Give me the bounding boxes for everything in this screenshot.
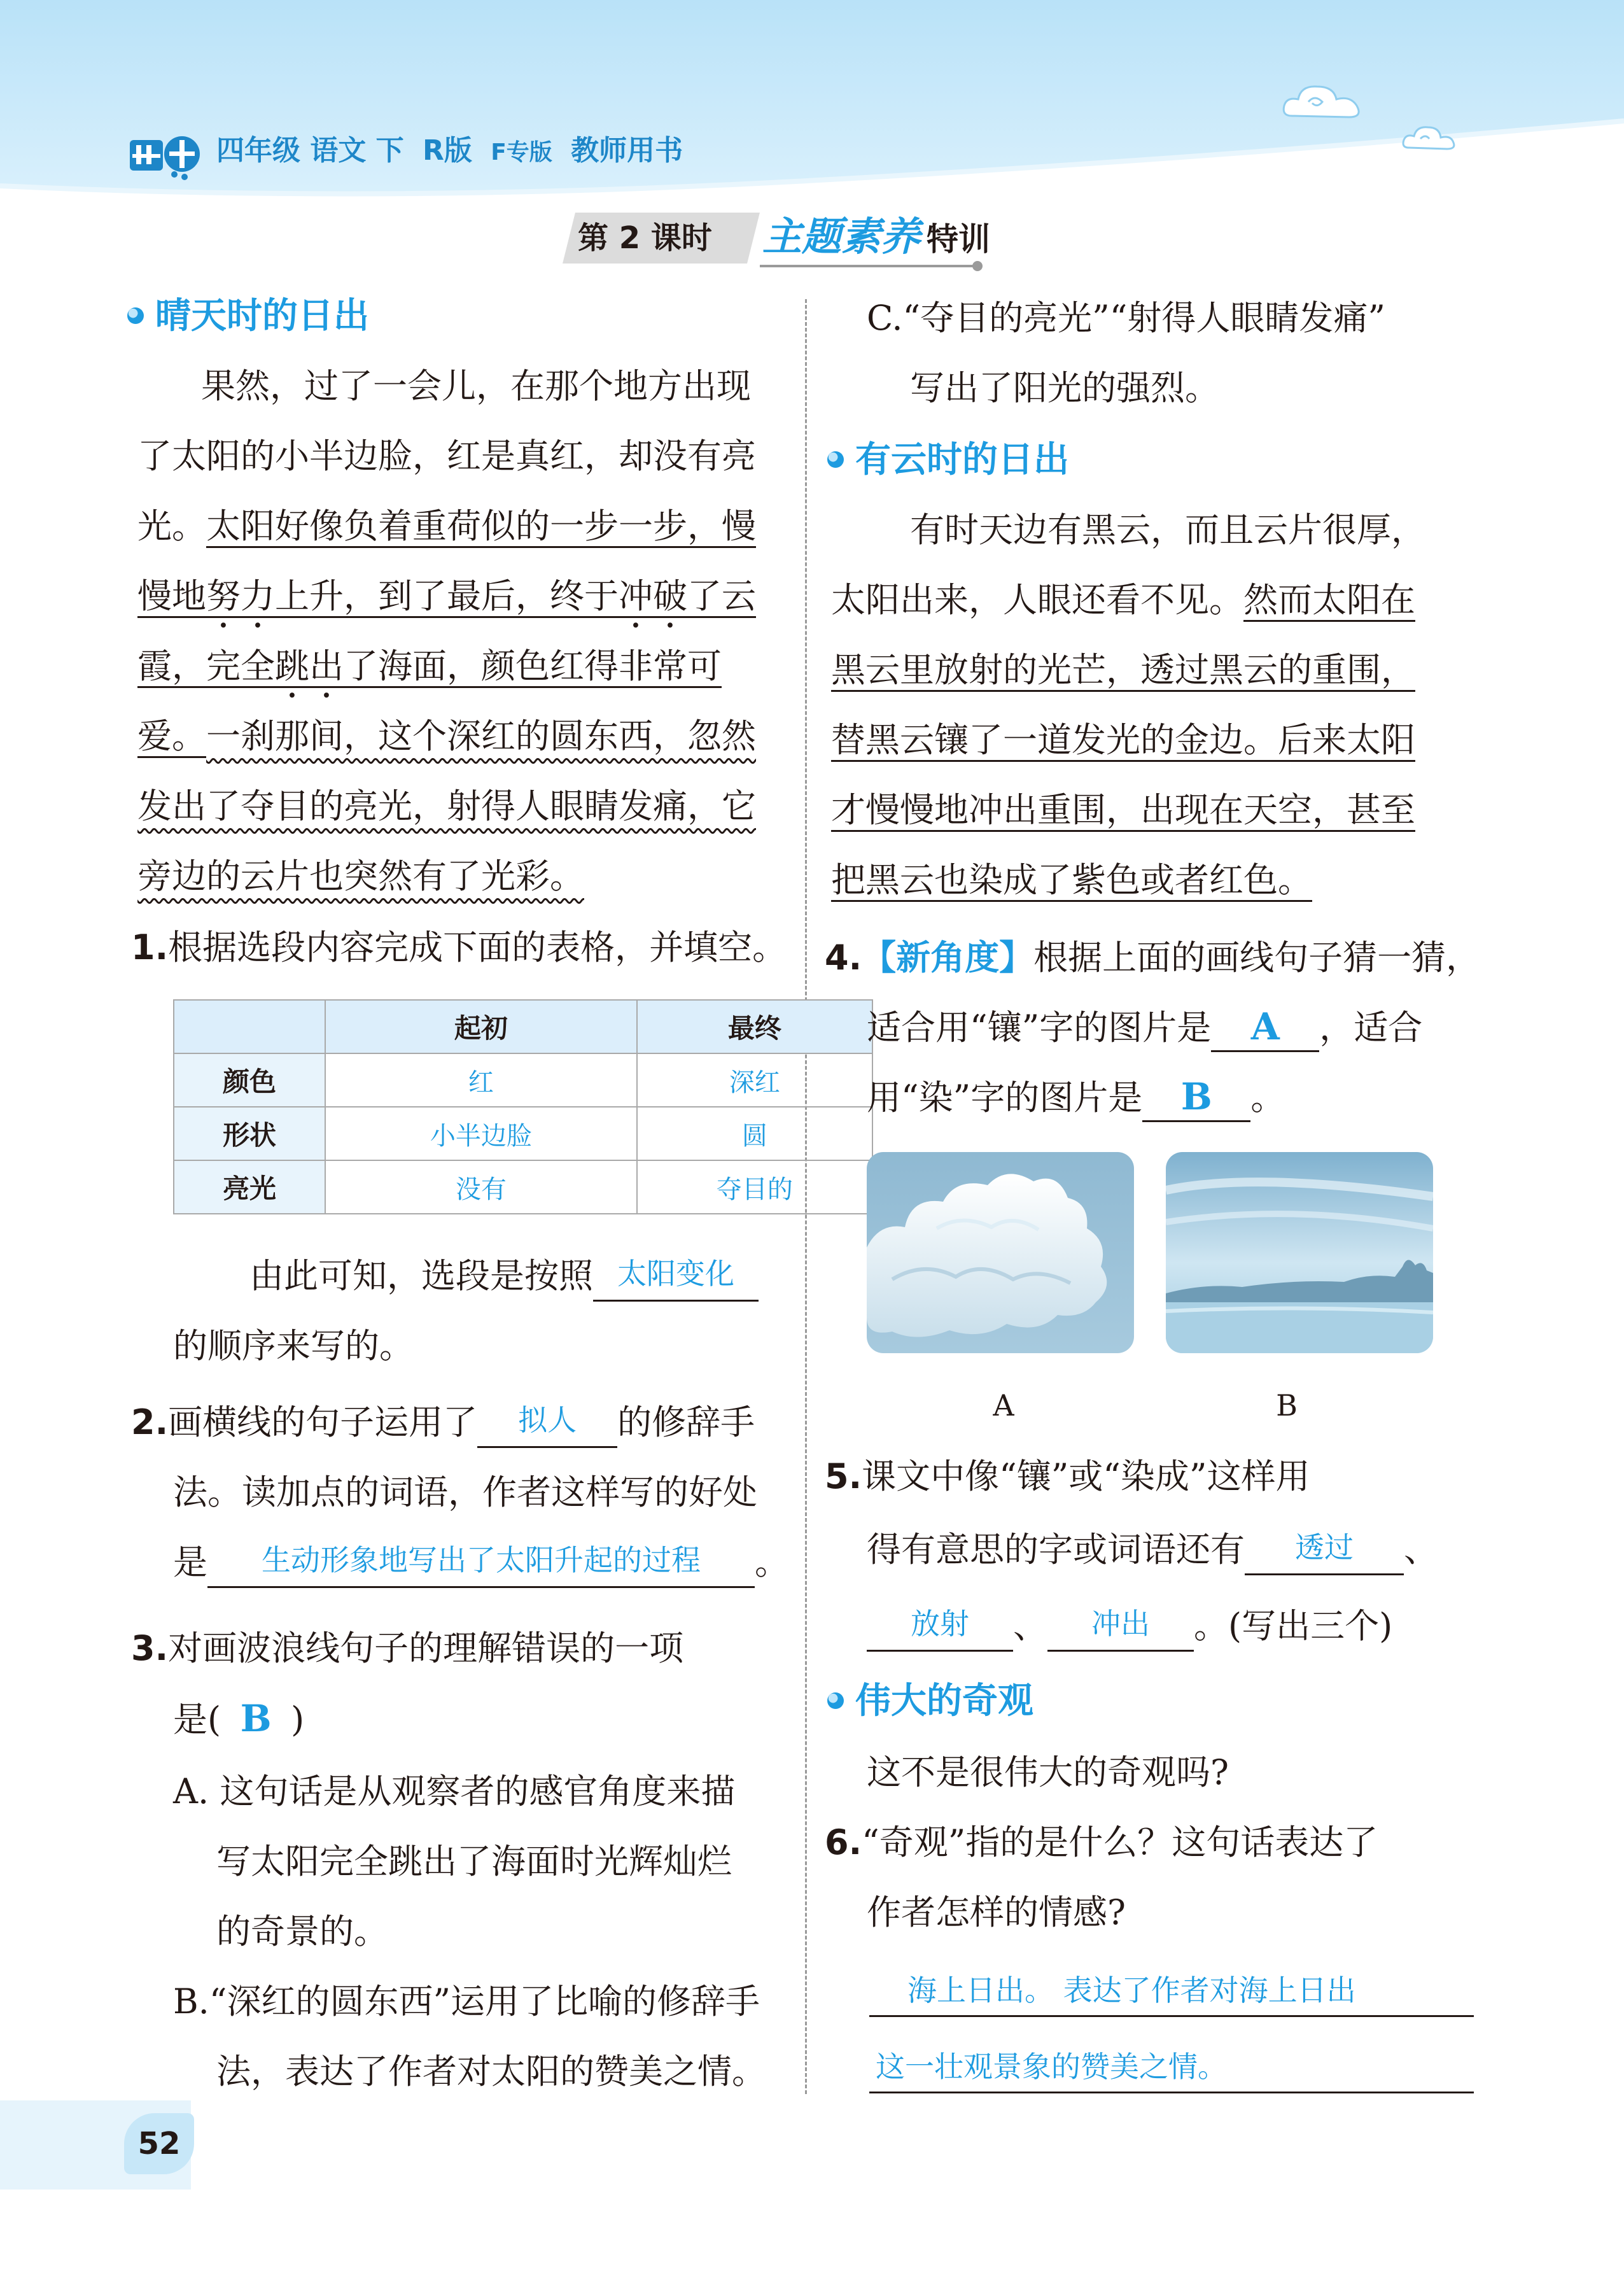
text-segment: 慢地 (137, 576, 206, 616)
q1-followup (249, 1248, 759, 1305)
answer-cell: 圆 (637, 1107, 872, 1160)
passage2-line (831, 782, 1415, 839)
answer-text: 冲出 (1091, 1607, 1150, 1641)
section-title: 有云时的日出 (855, 439, 1069, 481)
question-text: 适合用“镶”字的图片是 (867, 1008, 1212, 1048)
question-number: 1. (131, 927, 169, 967)
passage2-line (831, 572, 1415, 629)
option-b: B.“深红的圆东西”运用了比喻的修辞手 (173, 1981, 760, 2021)
question-2-line: 法。读加点的词语，作者这样写的好处 (173, 1472, 757, 1512)
underlined-sentence: 爱。 (137, 716, 206, 758)
question-5-line (867, 1598, 1392, 1655)
question-text: 用“染”字的图片是 (867, 1078, 1143, 1118)
question-text: 、 (1404, 1529, 1438, 1570)
dotted-word: 跳出 (275, 646, 344, 686)
section-title: 伟大的奇观 (855, 1680, 1033, 1722)
answer-cell: 没有 (325, 1160, 637, 1214)
wavy-sentence: 发出了夺目的亮光，射得人眼睛发痛，它 (137, 786, 756, 826)
option-a: 写太阳完全跳出了海面时光辉灿烂 (216, 1841, 732, 1881)
section-bullet-icon (827, 451, 844, 468)
question-text: 得有意思的字或词语还有 (867, 1529, 1245, 1570)
question-number: 4. (825, 938, 862, 978)
text-segment: 了海面，颜色红得非常可 (344, 646, 722, 686)
section-heading-sunny (127, 288, 369, 345)
question-text: ，适合 (1319, 1008, 1423, 1048)
question-1 (131, 919, 787, 976)
question-text: 是 (173, 1542, 207, 1582)
option-c: C.“夺目的亮光”“射得人眼睛发痛” (867, 298, 1385, 338)
answer-cell: 深红 (637, 1053, 872, 1107)
passage1-line (137, 778, 756, 835)
answer-text: B (240, 1697, 272, 1740)
question-text: 。(写出三个) (1194, 1606, 1393, 1646)
answer-blank (477, 1400, 617, 1448)
passage2-line (831, 712, 1415, 769)
answer-blank (593, 1254, 759, 1302)
section-bullet-icon (127, 307, 144, 324)
picture-b-label: B (1276, 1388, 1298, 1423)
option-c: 写出了阳光的强烈。 (910, 368, 1219, 408)
book-type: 教师用书 (571, 134, 683, 167)
question-text: 根据上面的画线句子猜一猜， (1033, 938, 1481, 978)
option-a: 的奇景的。 (216, 1911, 388, 1951)
question-4-line (867, 1069, 1285, 1127)
book-series-label (216, 131, 683, 171)
edition: R版 (422, 134, 472, 167)
answer-cell: 红 (325, 1053, 637, 1107)
text-segment: 霞，完全 (137, 646, 275, 686)
underlined-sentence: 替黑云镶了一道发光的金边。 (831, 720, 1278, 762)
row-label: 颜色 (174, 1053, 325, 1107)
row-label: 形状 (174, 1107, 325, 1160)
question-4 (825, 929, 1480, 987)
underlined-sentence: 才慢慢地冲出重围，出现在天空，甚至 (831, 790, 1415, 832)
passage1-line (137, 498, 756, 555)
underlined-sentence: 后来太阳 (1278, 720, 1415, 762)
cloud-icon (1400, 120, 1457, 155)
dotted-word: 冲破 (619, 576, 687, 616)
answer-text: 生动形象地写出了太阳升起的过程 (262, 1543, 701, 1577)
lesson-number: 第 2 课时 (578, 220, 712, 256)
topic-suffix: 特训 (927, 221, 991, 258)
wonder-sentence: 这不是很伟大的奇观吗? (867, 1752, 1229, 1792)
answer-blank (867, 1604, 1013, 1652)
question-text: 。 (755, 1542, 789, 1582)
section-heading-cloudy (827, 432, 1069, 489)
question-text: 由此可知，选段是按照 (249, 1256, 593, 1296)
answer-cell: 小半边脸 (325, 1107, 637, 1160)
passage2-line (831, 852, 1312, 909)
passage2-line: 有时天边有黑云，而且云片很厚， (910, 510, 1425, 550)
answer-text: A (1250, 1005, 1280, 1048)
table-row (174, 1053, 872, 1107)
picture-a-label: A (993, 1388, 1014, 1423)
question-text: 课文中像“镶”或“染成”这样用 (862, 1456, 1310, 1496)
question-number: 6. (825, 1822, 862, 1862)
underlined-sentence (137, 576, 756, 618)
new-angle-tag: 【新角度】 (862, 938, 1034, 978)
question-text: 、 (1013, 1606, 1047, 1646)
header-background (0, 0, 1624, 210)
brand-logo-icon (127, 126, 204, 183)
picture-b-sky (1166, 1152, 1433, 1353)
question-number: 5. (825, 1456, 862, 1496)
passage1-line (137, 848, 584, 905)
sky-picture (1166, 1152, 1433, 1353)
question-number: 2. (131, 1402, 169, 1442)
section-heading-wonder (827, 1673, 1033, 1730)
table-row (174, 1160, 872, 1214)
section-bullet-icon (827, 1692, 844, 1709)
answer-text: 拟人 (518, 1403, 577, 1437)
answer-blank (1142, 1074, 1250, 1122)
question-6 (825, 1814, 1378, 1871)
text-segment: 上升，到了最后，终于 (275, 576, 619, 616)
passage2-line (831, 642, 1415, 699)
option-b: 法，表达了作者对太阳的赞美之情。 (216, 2051, 766, 2092)
wavy-sentence: 旁边的云片也突然有了光彩。 (137, 856, 584, 896)
banner-dot (972, 261, 983, 271)
table-header (174, 1000, 325, 1053)
special-edition: F专版 (491, 139, 552, 165)
table-header-row (174, 1000, 872, 1053)
question-2-line (173, 1534, 789, 1591)
text-segment: 太阳出来，人眼还看不见。 (831, 580, 1243, 620)
answer-blank (1211, 1004, 1319, 1052)
banner-underline (760, 265, 975, 267)
answer-text: 这一壮观景象的赞美之情。 (876, 2049, 1227, 2084)
question-5 (825, 1448, 1310, 1505)
answer-text: 太阳变化 (617, 1256, 734, 1291)
lesson-topic (762, 210, 990, 264)
cloud-icon (1279, 76, 1368, 127)
question-text: 对画波浪线句子的理解错误的一项 (168, 1628, 684, 1668)
dotted-word: 努力 (206, 576, 275, 616)
answer-cell: 夺目的 (637, 1160, 872, 1214)
passage1-line: 果然，过了一会儿，在那个地方出现 (201, 366, 751, 406)
passage1-line: 了太阳的小半边脸，红是真红，却没有亮 (137, 436, 756, 476)
question-4-line (867, 999, 1422, 1057)
row-label: 亮光 (174, 1160, 325, 1214)
question-3-line (173, 1690, 304, 1747)
answer-blank (1245, 1528, 1404, 1575)
question-text: 。 (1250, 1078, 1285, 1118)
sun-change-table (173, 999, 873, 1214)
passage1-line (137, 568, 756, 625)
question-5-line (867, 1521, 1438, 1578)
lesson-banner (560, 207, 1044, 271)
underlined-sentence: 把黑云也染成了紫色或者红色。 (831, 860, 1312, 902)
grade-subject: 四年级 语文 下 (216, 134, 404, 167)
underlined-sentence: 然而太阳在 (1243, 580, 1415, 622)
text-segment: 了云 (687, 576, 756, 616)
answer-text: 海上日出。 表达了作者对海上日出 (907, 1973, 1356, 2007)
question-number: 3. (131, 1628, 169, 1668)
answer-text: B (1180, 1075, 1212, 1118)
option-a: A. 这句话是从观察者的感官角度来描 (173, 1771, 736, 1811)
question-text: ) (291, 1699, 305, 1740)
question-6-line: 作者怎样的情感? (867, 1892, 1126, 1932)
question-text: 画横线的句子运用了 (168, 1402, 478, 1442)
question-text: 是( (173, 1699, 221, 1740)
question-2 (131, 1394, 755, 1451)
page-number: 52 (124, 2113, 194, 2174)
answer-line (869, 1960, 1474, 2017)
underlined-sentence: 太阳好像负着重荷似的一步一步，慢 (206, 506, 756, 548)
answer-blank (207, 1540, 755, 1588)
question-text: 的修辞手 (617, 1402, 755, 1442)
cloud-picture (867, 1152, 1134, 1353)
answer-text: 透过 (1295, 1530, 1354, 1564)
q1-followup-end: 的顺序来写的。 (173, 1326, 414, 1366)
text-segment: 光。 (137, 506, 206, 546)
left-column (127, 280, 789, 967)
wavy-sentence: 一刹那间，这个深红的圆东西，忽然 (206, 716, 756, 756)
picture-a-cloud (867, 1152, 1134, 1353)
section-title: 晴天时的日出 (155, 295, 369, 337)
answer-blank (1047, 1604, 1194, 1652)
question-3 (131, 1620, 683, 1677)
passage1-line (137, 638, 722, 695)
underlined-sentence: 黑云里放射的光芒，透过黑云的重围， (831, 650, 1415, 692)
question-text: 根据选段内容完成下面的表格，并填空。 (168, 927, 787, 967)
table-header: 起初 (325, 1000, 637, 1053)
topic-main: 主题素养 (762, 213, 921, 260)
question-text: “奇观”指的是什么？这句话表达了 (862, 1822, 1378, 1862)
table-row (174, 1107, 872, 1160)
answer-text: 放射 (911, 1607, 969, 1641)
underlined-sentence (137, 646, 722, 688)
table-header: 最终 (637, 1000, 872, 1053)
answer-line (869, 2037, 1474, 2093)
passage1-line (137, 708, 756, 765)
